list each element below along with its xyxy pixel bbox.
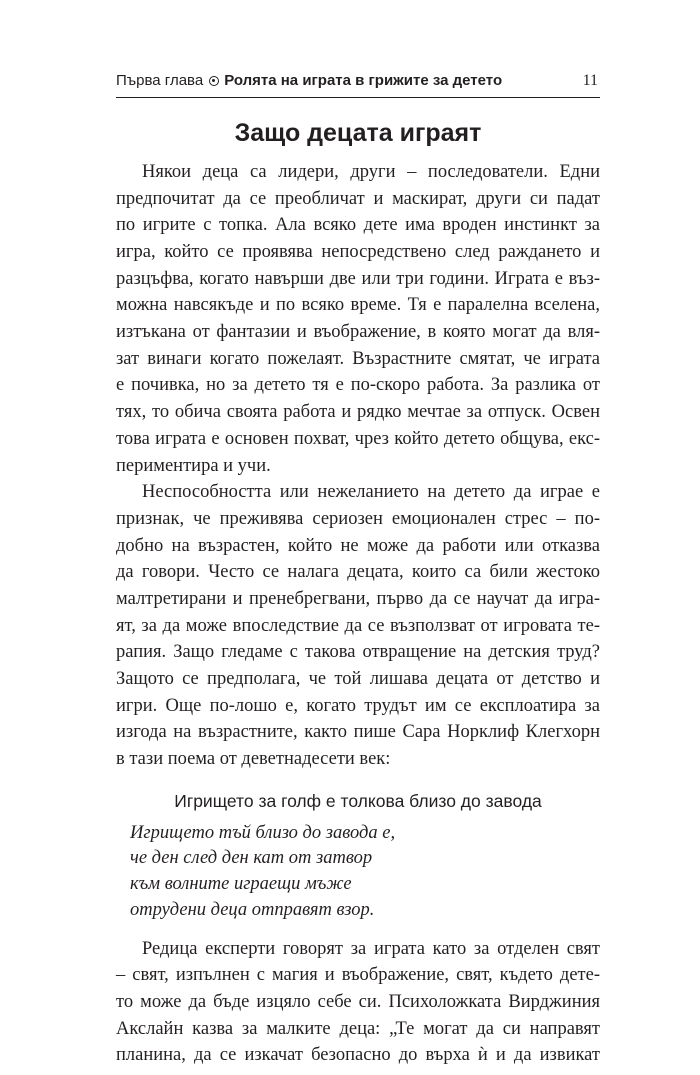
section-title: Ролята на играта в грижите за детето (224, 72, 503, 89)
text-line: игра, който се проявява непосредствено след раждането и (116, 242, 600, 263)
poem-line: Игрището тъй близо до завода е, (130, 822, 396, 843)
text-line: планина, да се изкачат безопасно до върха ѝ и да извикат (116, 1045, 600, 1066)
header-rule (116, 97, 600, 98)
text-line: е почивка, но за детето тя е по-скоро работа. За разлика от (116, 375, 600, 396)
text-line: Редица експерти говорят за играта като за отделен свят (142, 938, 600, 959)
bullet-ornament-icon (209, 76, 219, 86)
text-line: предпочитат да се преобличат и маскират, други си падат (116, 188, 600, 209)
poem-line: отрудени деца отправят взор. (130, 899, 375, 920)
chapter-label: Първа глава (116, 72, 204, 89)
text-line: малтретирани и пренебрегвани, първо да се научат да игра- (116, 588, 600, 609)
text-line: зат винаги когато пожелаят. Възрастните смятат, че играта (116, 348, 600, 369)
text-line: Неспособността или нежеланието на детето да играе е (142, 482, 600, 503)
text-line: да говори. Често се налага децата, които са били жестоко (116, 562, 600, 583)
page-title: Защо децата играят (234, 119, 482, 147)
running-head (116, 71, 598, 91)
text-line: периментира и учи. (116, 455, 271, 476)
text-line: Някои деца са лидери, други – последователи. Едни (142, 162, 600, 182)
text-line: тях, то обича своята работа и рядко мечтае за отпуск. Освен (116, 402, 600, 423)
text-line: Акслайн казва за малките деца: „Те могат да си направят (116, 1018, 600, 1039)
text-line: игри. Още по-лошо е, когато трудът им се експлоатира за (116, 695, 600, 716)
text-line: можна навсякъде и по всяко време. Тя е паралелна вселена, (116, 295, 600, 316)
text-line: рапия. Защо гледаме с такова отвращение на детския труд? (116, 642, 600, 663)
text-line: изгода на възрастните, както пише Сара Норклиф Клегхорн (116, 722, 600, 743)
text-line: ят, за да може впоследствие да се възползват от игровата те- (116, 615, 600, 636)
text-line: изтъкана от фантазии и въображение, в която могат да вля- (116, 322, 600, 343)
text-line: в тази поема от деветнадесети век: (116, 749, 391, 770)
text-line: това играта е основен похват, чрез който детето общува, екс- (116, 428, 600, 449)
page-number: 11 (582, 72, 598, 89)
poem-title: Игрището за голф е толкова близо до завода (174, 791, 542, 812)
text-line: признак, че преживява сериозен емоционален стрес – по- (116, 508, 600, 529)
text-line: разцъфва, когато навърши две или три години. Играта е въз- (116, 268, 600, 289)
text-line: Защото се предполага, че той лишава децата от детство и (116, 668, 600, 689)
poem-line: че ден след ден кат от затвор (130, 848, 373, 869)
text-line: по игрите с топка. Ала всяко дете има вроден инстинкт за (116, 215, 600, 236)
poem-line: към волните играещи мъже (130, 874, 352, 895)
text-line: то може да бъде изцяло себе си. Психоложката Вирджиния (116, 991, 600, 1012)
text-line: добно на възрастен, който не може да работи или отказва (116, 535, 600, 556)
text-line: – свят, изпълнен с магия и въображение, свят, където дете- (116, 965, 600, 986)
